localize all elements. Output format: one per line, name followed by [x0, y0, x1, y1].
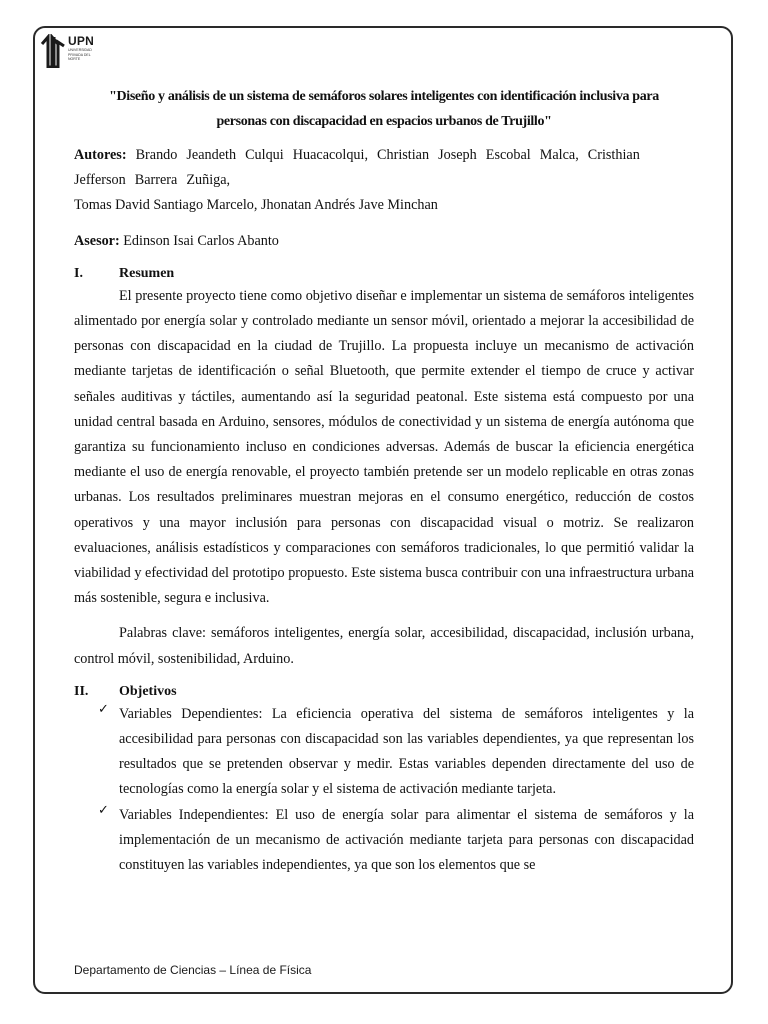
section-number: I. [74, 265, 83, 281]
authors-label: Autores: [74, 147, 127, 163]
section-heading-resumen [74, 264, 694, 284]
list-item-text: Variables Independientes: El uso de energía solar para alimentar el sistema de semáforos y la implementación de un mecanismo de activación mediante tarjeta para personas con discapacidad constituyen las variables independientes, ya que son los elementos que se [119, 806, 694, 874]
list-item-text: Variables Dependientes: La eficiencia operativa del sistema de semáforos inteligentes y la accesibilidad para personas con discapacidad son las variables dependientes, ya que representan los resultados que se pretenden observar y medir. Estas variables dependen directamente del uso de tecnologías como la energía solar y el sistema de activación mediante tarjeta. [119, 705, 694, 798]
title-line-1: "Diseño y análisis de un sistema de semáforos solares inteligentes con identificación inclusiva para [109, 89, 659, 104]
page-footer: Departamento de Ciencias – Línea de Física [74, 963, 312, 977]
title-line-2: personas con discapacidad en espacios urbanos de Trujillo" [216, 114, 552, 129]
document-title [74, 84, 694, 134]
checkmark-icon: ✓ [98, 802, 109, 818]
logo-subtitle: UNIVERSIDAD PRIVADA DEL NORTE [68, 48, 92, 61]
section-title: Objetivos [119, 683, 177, 699]
objectives-list [74, 702, 694, 878]
advisor-name: Edinson Isai Carlos Abanto [119, 232, 279, 249]
section-heading-objetivos [74, 682, 694, 702]
abstract-paragraph: El presente proyecto tiene como objetivo diseñar e implementar un sistema de semáforos inteligentes alimentado por energía solar y controlado mediante un sensor móvil, orientado a mejorar la accesibilidad de personas con discapacidad en la ciudad de Trujillo. La propuesta incluye un mecanismo de activación mediante tarjetas de identificación o señal Bluetooth, que permite extender el tiempo de cruce y activar señales auditivas y táctiles, aumentando así la seguridad peatonal. Este sistema está compuesto por una unidad central basada en Arduino, sensores, módulos de conectividad y un sistema de energía autónoma que garantiza su funcionamiento incluso en condiciones adversas. Además de buscar la eficiencia energética mediante el uso de energía renovable, el proyecto también pretende ser un modelo replicable en otras zonas urbanas. Los resultados preliminares muestran mejoras en el consumo energético, reducción de costos operativos y una mayor inclusión para personas con discapacidad visual o motriz. Se realizaron evaluaciones, análisis estadísticos y comparaciones con semáforos tradicionales, lo que permitió validar la viabilidad y efectividad del prototipo propuesto. Este sistema busca contribuir con una infraestructura urbana más sostenible, segura e inclusiva. [74, 287, 694, 607]
list-item [74, 803, 694, 879]
upn-logo [40, 34, 100, 68]
advisor-label: Asesor: [74, 232, 120, 249]
authors-text: Brando Jeandeth Culqui Huacacolqui, Christian Joseph Escobal Malca, Cristhian Jefferson Barrera Zuñiga, [74, 147, 640, 189]
upn-logo-icon [40, 34, 66, 68]
section-number: II. [74, 683, 89, 699]
logo-brand: UPN [68, 34, 94, 48]
authors-line-2: Tomas David Santiago Marcelo, Jhonatan Andrés Jave Minchan [74, 197, 438, 214]
authors-block [74, 143, 694, 219]
list-item [74, 702, 694, 803]
keywords-paragraph: Palabras clave: semáforos inteligentes, energía solar, accesibilidad, discapacidad, inclusión urbana, control móvil, sostenibilidad, Arduino. [74, 625, 694, 667]
checkmark-icon: ✓ [98, 701, 109, 717]
advisor-block [74, 229, 694, 254]
section-title: Resumen [119, 265, 175, 281]
document-body [74, 84, 694, 878]
